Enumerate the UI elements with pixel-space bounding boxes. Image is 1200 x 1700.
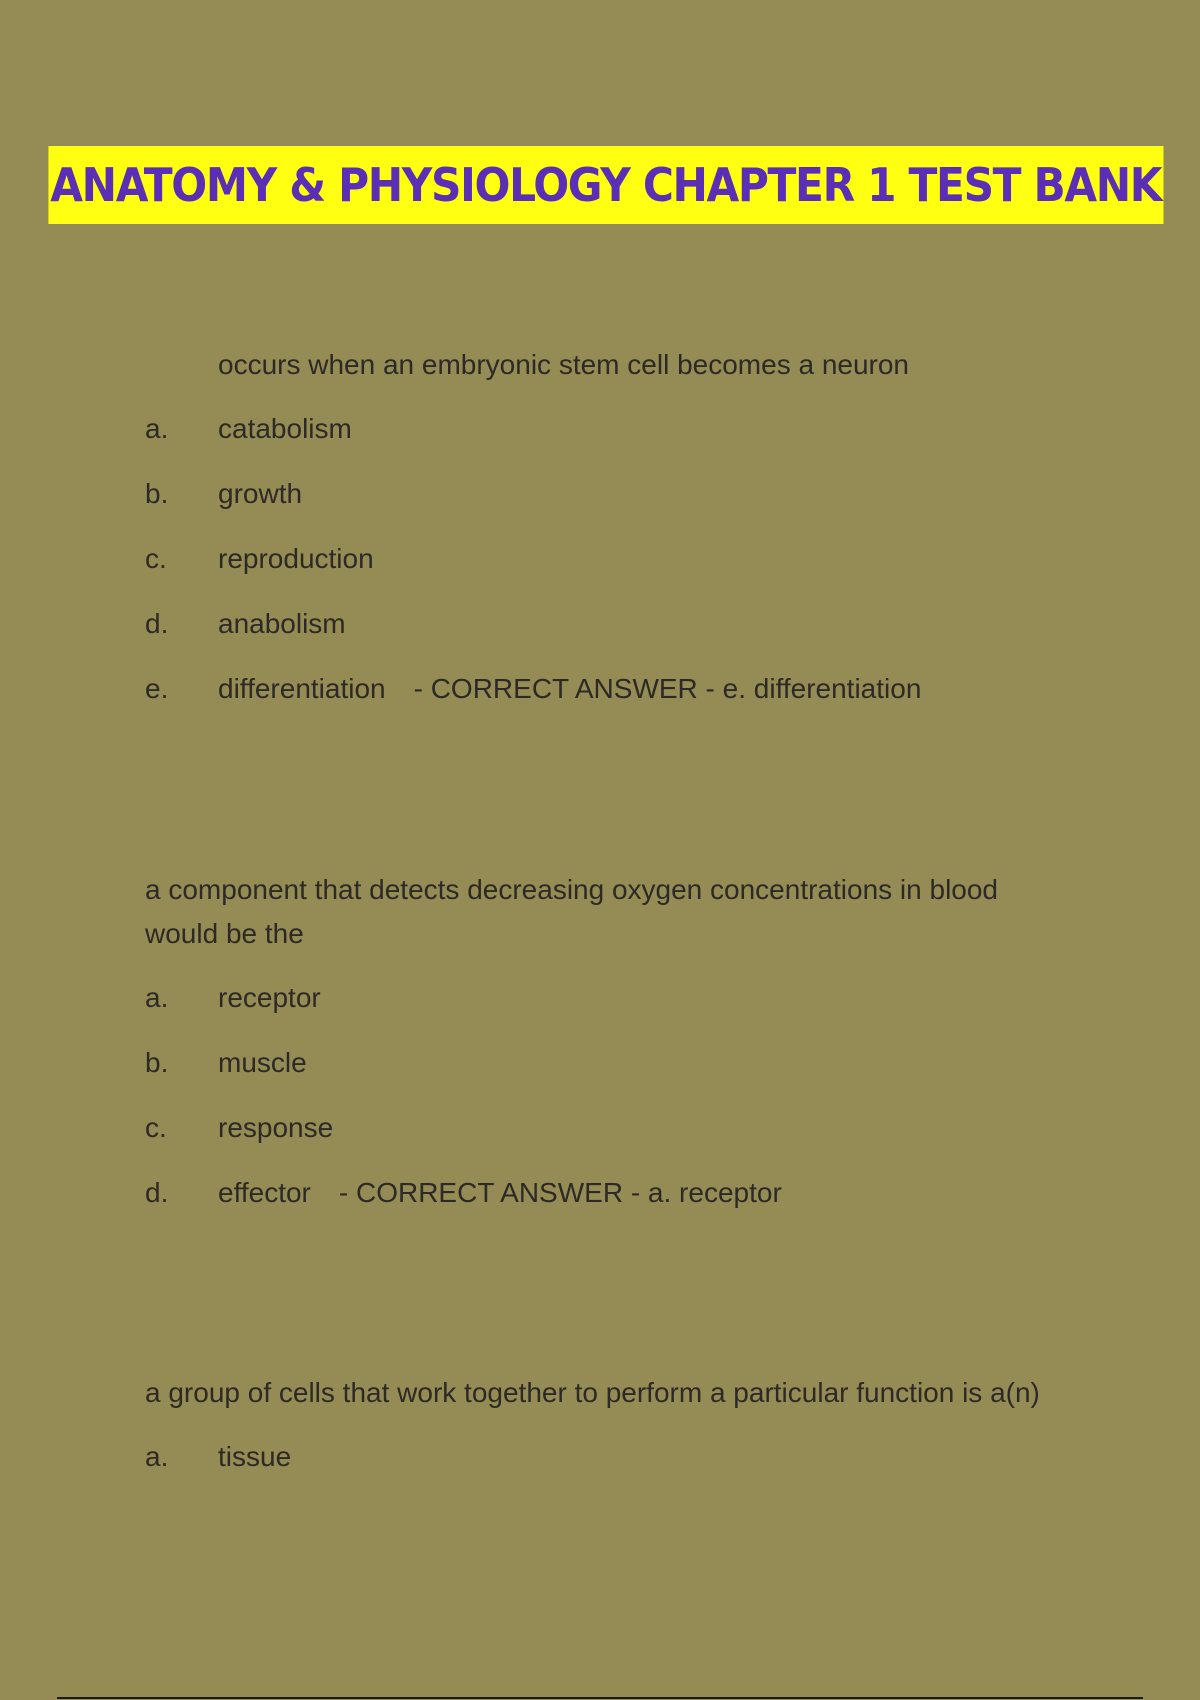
option-letter: a. (145, 413, 169, 444)
title-wrap (0, 146, 1200, 224)
option-letter: d. (145, 1177, 169, 1208)
option-letter: b. (145, 478, 169, 509)
question-2 (145, 868, 1065, 1236)
correct-answer: - CORRECT ANSWER - a. receptor (338, 1177, 782, 1208)
option-text: muscle (218, 1047, 307, 1078)
question-text: a component that detects decreasing oxygen concentrations in blood would be the (145, 874, 999, 949)
option-text: growth (218, 478, 303, 509)
option-letter: a. (145, 982, 169, 1013)
option-letter: a. (145, 1441, 169, 1472)
question-text: occurs when an embryonic stem cell becomes a neuron (218, 349, 910, 380)
option-e (145, 667, 1065, 732)
option-text: response (218, 1112, 334, 1143)
option-a (145, 976, 1065, 1041)
option-text: tissue (218, 1441, 292, 1472)
option-c (145, 537, 1065, 602)
option-a (145, 1435, 1065, 1500)
correct-answer: - CORRECT ANSWER - e. differentiation (413, 673, 922, 704)
option-letter: c. (145, 1112, 167, 1143)
question-1 (145, 343, 1065, 732)
option-text: effector (218, 1177, 311, 1208)
option-text: anabolism (218, 608, 346, 639)
question-text: a group of cells that work together to perform a particular function is a(n) (145, 1377, 1040, 1408)
option-text: catabolism (218, 413, 352, 444)
option-b (145, 1041, 1065, 1106)
option-a (145, 407, 1065, 472)
option-c (145, 1106, 1065, 1171)
footer-rule (57, 1697, 1143, 1699)
option-letter: e. (145, 673, 169, 704)
option-text: differentiation (218, 673, 386, 704)
option-d (145, 1171, 1065, 1236)
option-letter: c. (145, 543, 167, 574)
option-text: reproduction (218, 543, 374, 574)
question-3 (145, 1371, 1065, 1500)
page-title: ANATOMY & PHYSIOLOGY CHAPTER 1 TEST BANK (48, 146, 1163, 224)
option-letter: b. (145, 1047, 169, 1078)
option-d (145, 602, 1065, 667)
option-text: receptor (218, 982, 321, 1013)
option-b (145, 472, 1065, 537)
option-letter: d. (145, 608, 169, 639)
